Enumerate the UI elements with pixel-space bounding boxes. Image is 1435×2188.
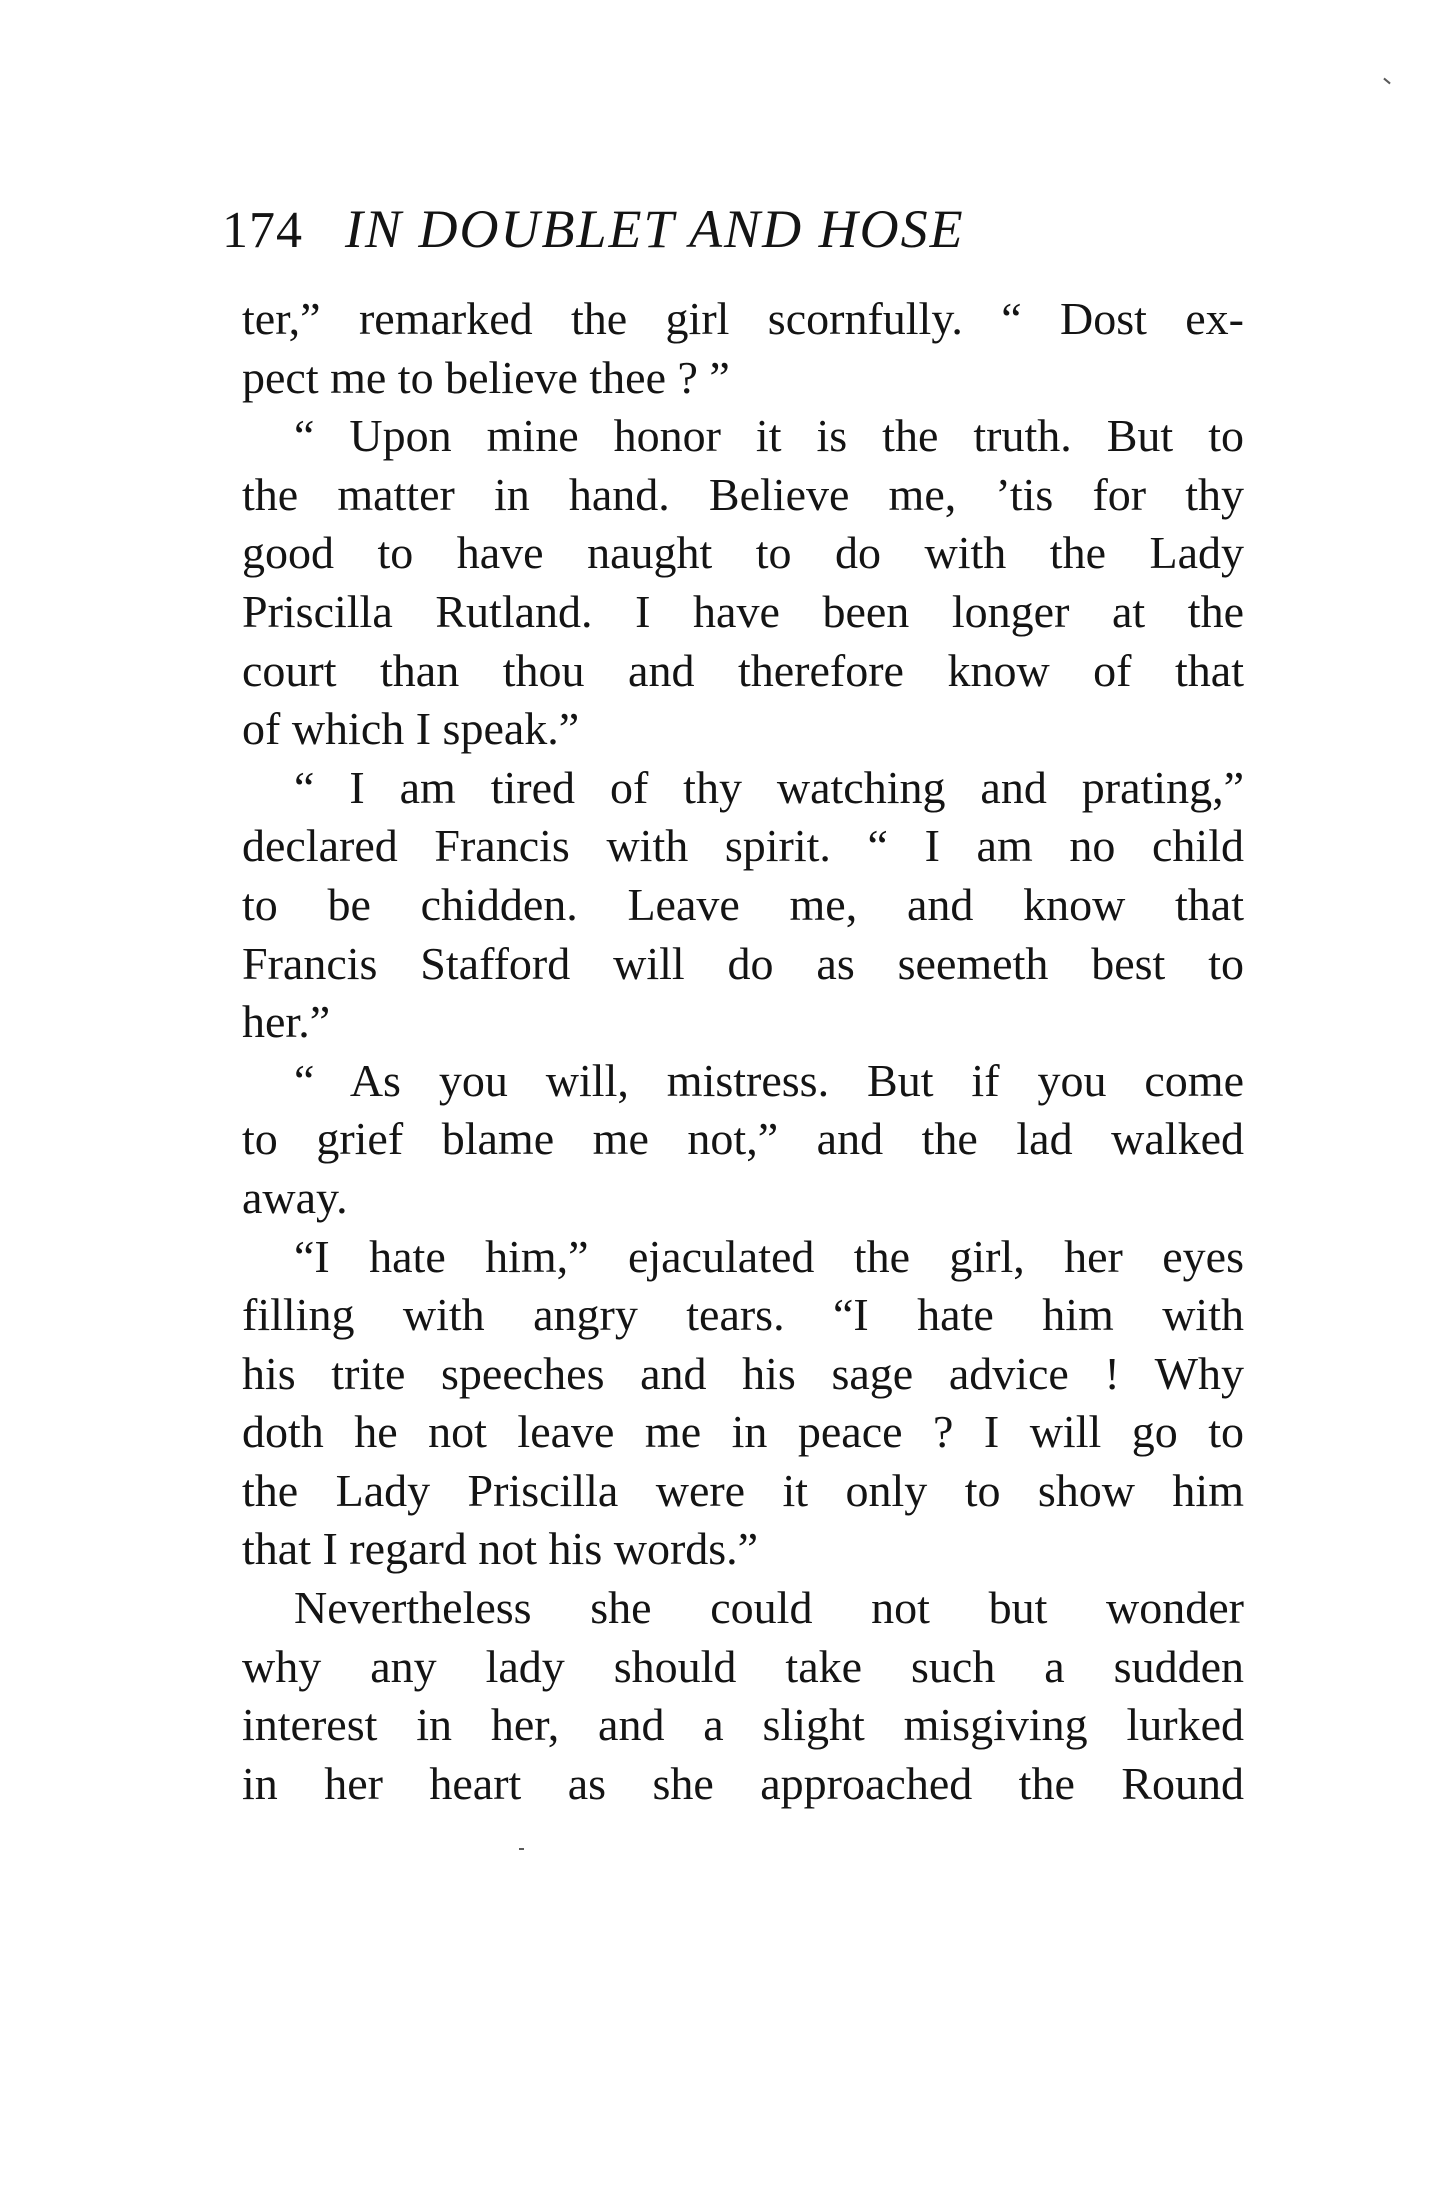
scan-speck-top xyxy=(1383,78,1390,85)
text-line: court than thou and therefore know of that xyxy=(242,644,1244,696)
text-line: “ I am tired of thy watching and prating,” xyxy=(294,761,1244,813)
page-number: 174 xyxy=(222,202,303,259)
text-line: his trite speeches and his sage advice ! Why xyxy=(242,1347,1244,1399)
text-line: why any lady should take such a sudden xyxy=(242,1640,1244,1692)
text-line: declared Francis with spirit. “ I am no child xyxy=(242,820,1244,872)
text-line: Priscilla Rutland. I have been longer at the xyxy=(242,585,1244,637)
text-line: away. xyxy=(242,1171,348,1223)
body-text xyxy=(242,290,1244,1813)
text-line: of which I speak.” xyxy=(242,703,580,755)
text-line: that I regard not his words.” xyxy=(242,1523,759,1575)
text-line: interest in her, and a slight misgiving lurked xyxy=(242,1699,1244,1751)
text-line: filling with angry tears. “I hate him with xyxy=(242,1289,1244,1341)
running-title: IN DOUBLET AND HOSE xyxy=(345,199,965,259)
text-line: “ Upon mine honor it is the truth. But to xyxy=(294,410,1244,462)
text-line: good to have naught to do with the Lady xyxy=(242,527,1244,579)
scan-speck-bottom xyxy=(519,1848,524,1850)
text-line: “ As you will, mistress. But if you come xyxy=(294,1054,1244,1106)
running-head xyxy=(222,182,965,260)
text-line: her.” xyxy=(242,996,331,1048)
text-line: pect me to believe thee ? ” xyxy=(242,351,730,403)
text-line: the matter in hand. Believe me, ’tis for thy xyxy=(242,468,1244,520)
text-line: Francis Stafford will do as seemeth best to xyxy=(242,937,1244,989)
text-line: to be chidden. Leave me, and know that xyxy=(242,878,1244,930)
text-line: in her heart as she approached the Round xyxy=(242,1757,1244,1809)
text-line: ter,” remarked the girl scornfully. “ Dost ex- xyxy=(242,293,1244,344)
text-line: the Lady Priscilla were it only to show him xyxy=(242,1464,1244,1516)
text-line: “I hate him,” ejaculated the girl, her eyes xyxy=(294,1230,1244,1282)
text-line: to grief blame me not,” and the lad walked xyxy=(242,1113,1244,1165)
text-line: doth he not leave me in peace ? I will go to xyxy=(242,1406,1244,1458)
text-line: Nevertheless she could not but wonder xyxy=(294,1582,1244,1634)
